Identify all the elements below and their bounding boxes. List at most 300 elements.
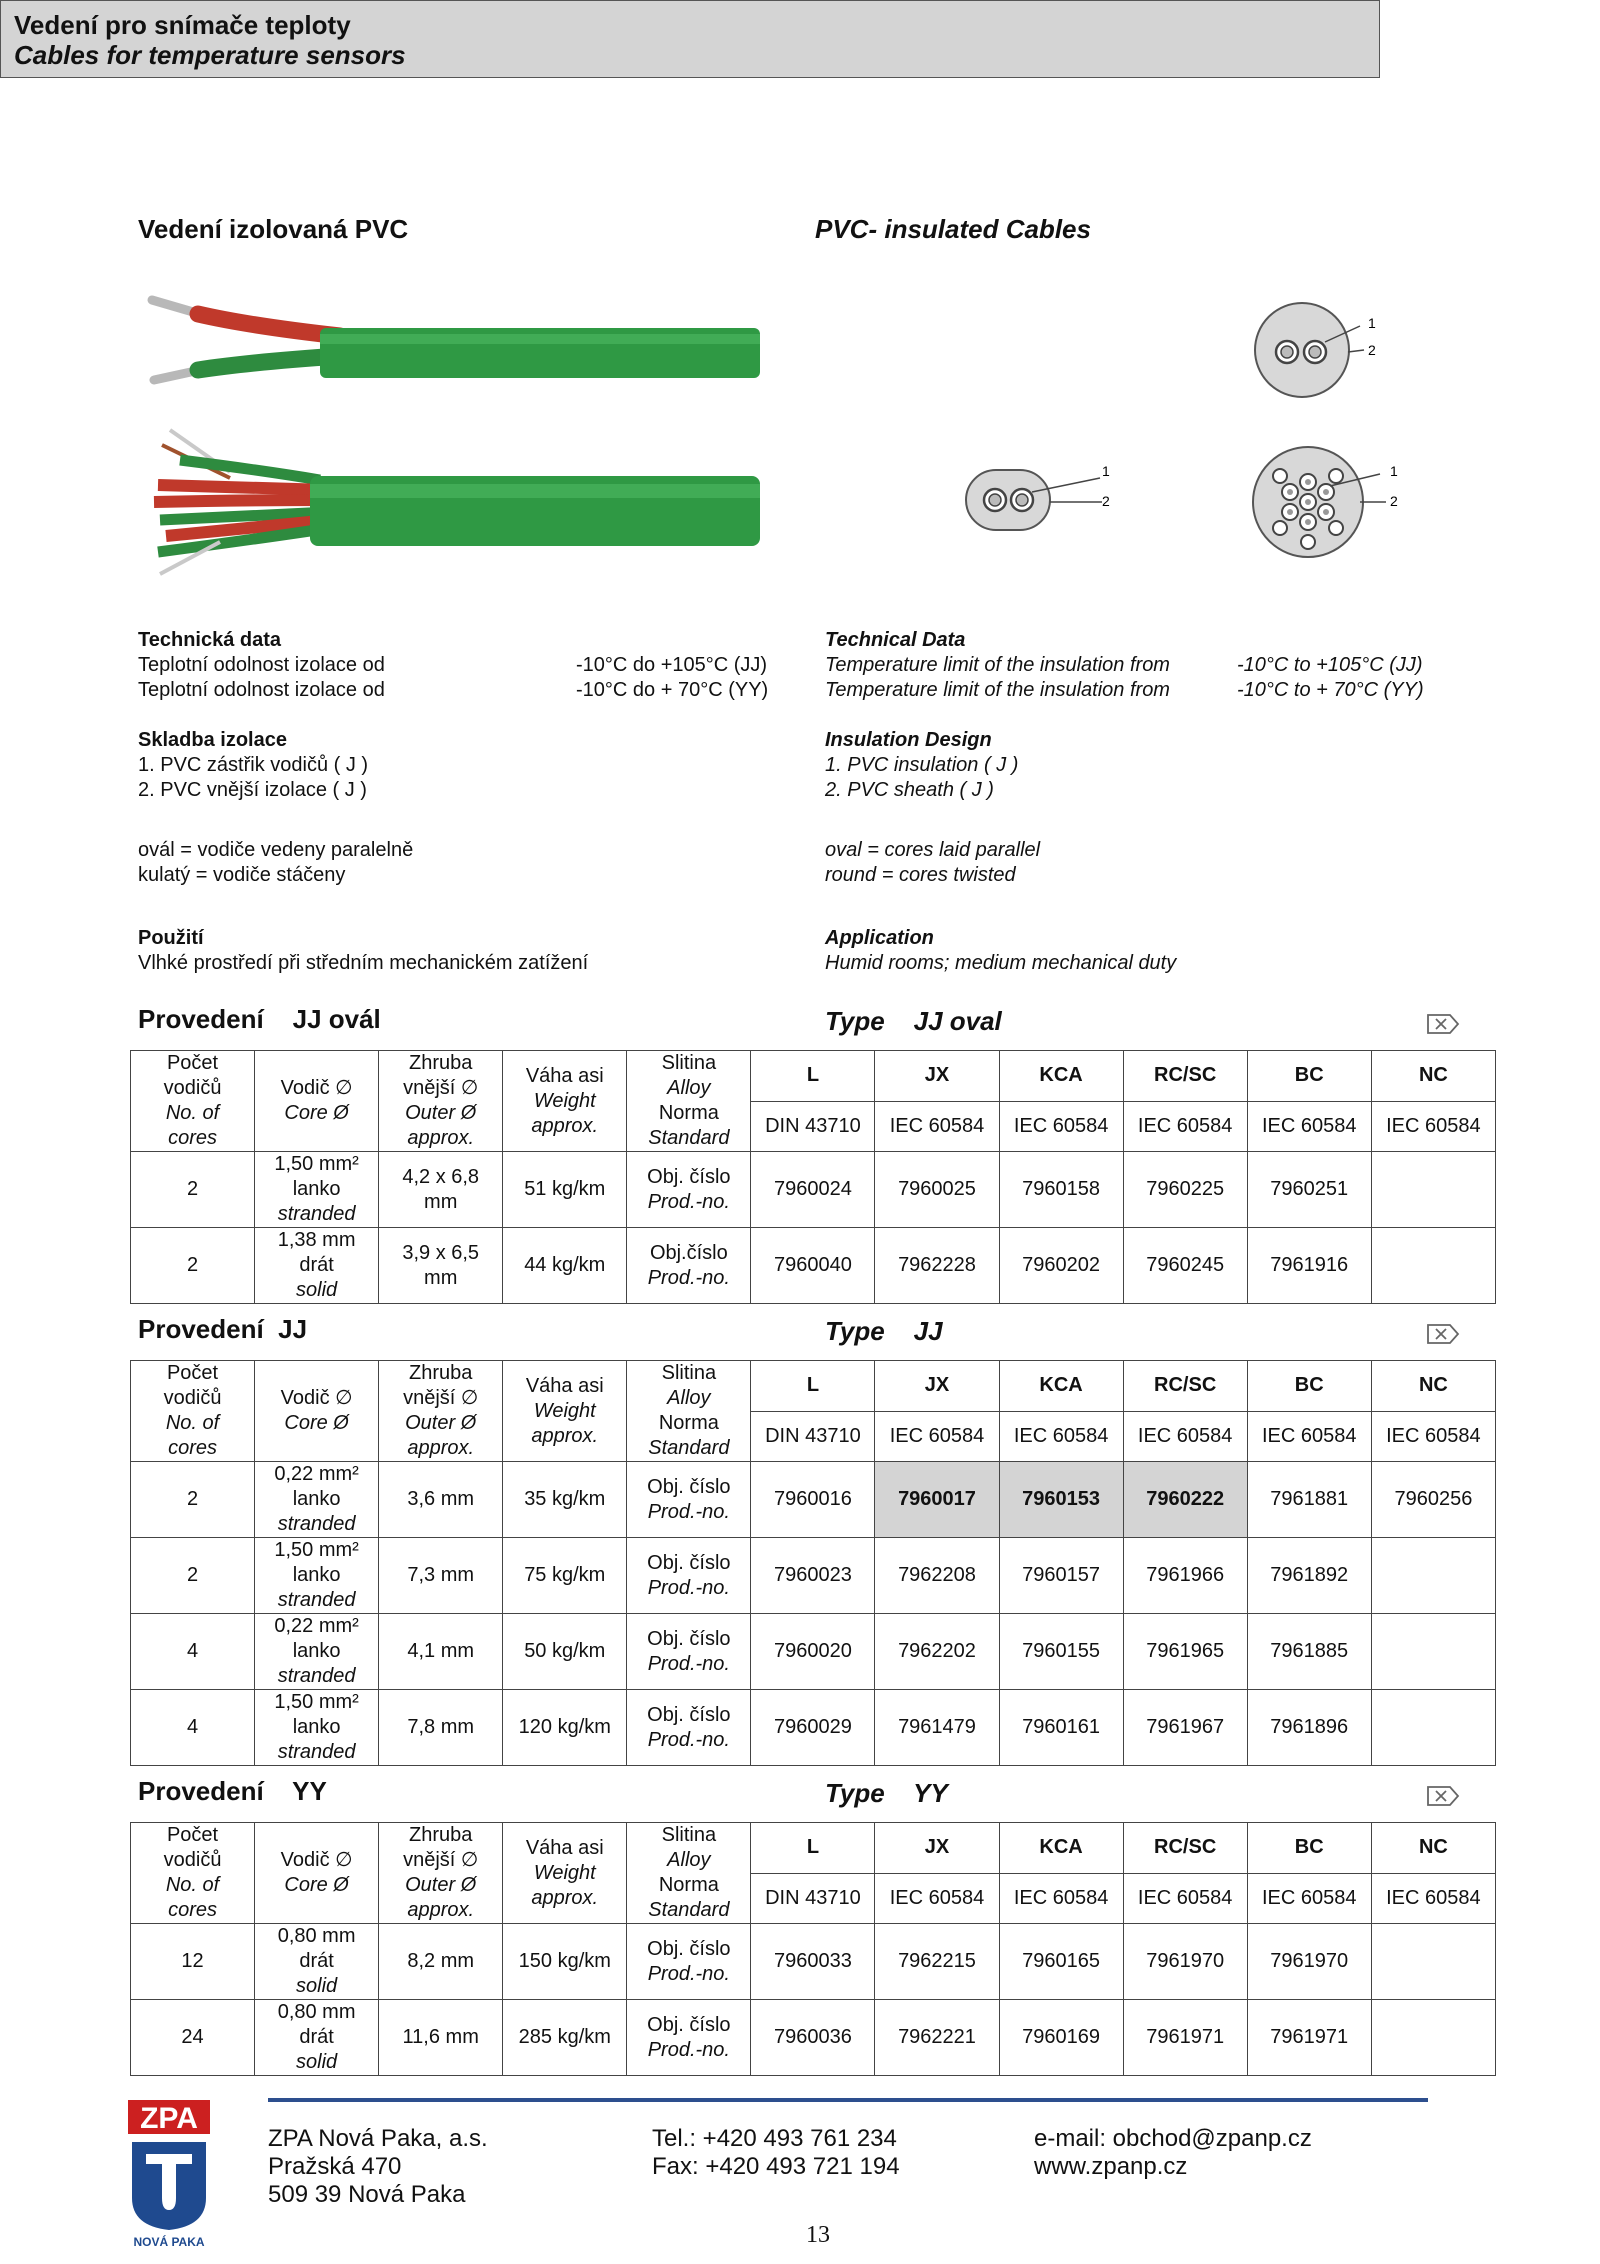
- cell-line: vnější ∅: [403, 1387, 479, 1409]
- cell-line: 7,8 mm: [407, 1716, 475, 1738]
- cell-label: [627, 1614, 751, 1690]
- cell-product-code: 7960016: [751, 1462, 875, 1538]
- cell-product-code: 7962228: [875, 1228, 999, 1304]
- cell-product-code: 7961965: [1123, 1614, 1247, 1690]
- footer-company: ZPA Nová Paka, a.s.: [268, 2125, 488, 2152]
- cell-line: Alloy: [667, 1077, 711, 1099]
- insulation-oval-cz: ovál = vodiče vedeny paralelně: [138, 839, 414, 861]
- cell-product-code: [1371, 1228, 1495, 1304]
- header-norm: IEC 60584: [1371, 1873, 1495, 1924]
- cable-photo: [140, 280, 780, 600]
- header-weight: [503, 1361, 627, 1462]
- cell-line: No. of: [165, 1412, 220, 1434]
- cell-line: vnější ∅: [403, 1849, 479, 1871]
- cell-line: 0,80 mm: [277, 2001, 356, 2023]
- tech-heading-en: Technical Data: [825, 629, 966, 651]
- cell-product-code: 7961916: [1247, 1228, 1371, 1304]
- cell-core: [255, 1924, 379, 2000]
- insulation-item2-en: 2. PVC sheath ( J ): [825, 779, 994, 801]
- cell-line: approx.: [531, 1886, 599, 1909]
- tech-data-en: [825, 628, 1525, 703]
- application-heading-en: Application: [825, 927, 934, 949]
- cell-line: Alloy: [667, 1849, 711, 1871]
- footer-city: 509 39 Nová Paka: [268, 2181, 466, 2208]
- cell-line: Prod.-no.: [647, 1576, 730, 1599]
- application-text-en: Humid rooms; medium mechanical duty: [825, 952, 1177, 974]
- cell-line: Obj. číslo: [647, 2013, 731, 2036]
- cross-section-oval-2core: [966, 470, 1102, 530]
- cell-line: solid: [296, 1279, 338, 1301]
- tech-heading-cz: Technická data: [138, 629, 282, 651]
- cell-line: Obj. číslo: [647, 1475, 731, 1498]
- header-norm: DIN 43710: [751, 1873, 875, 1924]
- cell-line: Norma: [658, 1412, 719, 1434]
- cell-label: [627, 1538, 751, 1614]
- cell-line: vnější ∅: [403, 1077, 479, 1099]
- cell-outer: [379, 2000, 503, 2076]
- cell-count: 2: [131, 1152, 255, 1228]
- cell-label: [627, 2000, 751, 2076]
- header-code: RC/SC: [1123, 1823, 1247, 1874]
- cell-line: Prod.-no.: [647, 1500, 730, 1523]
- cell-line: 0,80 mm: [277, 1925, 356, 1947]
- label-2-c: 2: [1390, 493, 1398, 509]
- cell-line: cores: [168, 1127, 217, 1149]
- cell-product-code: 7960256: [1371, 1462, 1495, 1538]
- cell-product-code: 7961885: [1247, 1614, 1371, 1690]
- header-outer: [379, 1361, 503, 1462]
- table-row: [131, 2000, 1496, 2076]
- section-title-en: PVC- insulated Cables: [815, 214, 1091, 244]
- cell-count: 2: [131, 1228, 255, 1304]
- header-norm: IEC 60584: [875, 1411, 999, 1462]
- cell-product-code: 7960023: [751, 1538, 875, 1614]
- cell-product-code: 7961479: [875, 1690, 999, 1766]
- footer-phone: [652, 2125, 900, 2181]
- table-row: [131, 1152, 1496, 1228]
- cell-label: [627, 1924, 751, 2000]
- cell-line: drát: [299, 1950, 334, 1972]
- page-number: 13: [806, 2222, 830, 2248]
- cell-line: Vodič ∅: [280, 1387, 353, 1409]
- label-2-a: 2: [1368, 342, 1376, 358]
- header-norm: IEC 60584: [1123, 1873, 1247, 1924]
- header-norm: IEC 60584: [1247, 1101, 1371, 1152]
- table-row: [131, 1924, 1496, 2000]
- cell-line: Obj. číslo: [647, 1551, 731, 1574]
- cell-product-code: [1371, 1152, 1495, 1228]
- section-title-cz: Vedení izolovaná PVC: [138, 214, 409, 244]
- cell-product-code: 7960222: [1123, 1462, 1247, 1538]
- footer-fax: Fax: +420 493 721 194: [652, 2153, 900, 2180]
- cell-line: vodičů: [163, 1849, 222, 1871]
- header-count: [131, 1823, 255, 1924]
- cell-line: lanko: [292, 1178, 341, 1200]
- cell-product-code: 7961971: [1247, 2000, 1371, 2076]
- header-code: NC: [1371, 1051, 1495, 1102]
- label-1-c: 1: [1390, 463, 1398, 479]
- cable-table: [130, 1050, 1496, 1304]
- cell-label: [627, 1462, 751, 1538]
- label-1-b: 1: [1102, 463, 1110, 479]
- cell-product-code: [1371, 1614, 1495, 1690]
- insulation-en: [825, 728, 1040, 888]
- cell-product-code: 7960161: [999, 1690, 1123, 1766]
- table-title-cz: Provedení YY: [138, 1776, 327, 1806]
- header-box: [0, 0, 1380, 78]
- cell-product-code: [1371, 1924, 1495, 2000]
- header-code: L: [751, 1051, 875, 1102]
- header-weight: [503, 1823, 627, 1924]
- cell-line: Zhruba: [409, 1052, 473, 1074]
- cell-line: Počet: [166, 1362, 219, 1384]
- cell-product-code: 7961881: [1247, 1462, 1371, 1538]
- cell-product-code: 7962202: [875, 1614, 999, 1690]
- cell-product-code: 7962221: [875, 2000, 999, 2076]
- cell-product-code: [1371, 1538, 1495, 1614]
- cell-line: Prod.-no.: [647, 1266, 730, 1289]
- header-norm: IEC 60584: [1247, 1411, 1371, 1462]
- cell-line: Outer Ø: [405, 1412, 477, 1434]
- cell-line: Obj. číslo: [647, 1165, 731, 1188]
- header-code: RC/SC: [1123, 1051, 1247, 1102]
- header-alloy: [627, 1361, 751, 1462]
- cell-line: Standard: [648, 1437, 730, 1459]
- cross-section-diagrams: [950, 290, 1430, 590]
- cell-line: cores: [168, 1899, 217, 1921]
- footer-street: Pražská 470: [268, 2153, 402, 2180]
- header-norm: DIN 43710: [751, 1411, 875, 1462]
- cell-core: [255, 2000, 379, 2076]
- header-code: BC: [1247, 1361, 1371, 1412]
- cell-line: lanko: [292, 1564, 341, 1586]
- tech-row2-value-en: -10°C to + 70°C (YY): [1237, 679, 1424, 701]
- cell-product-code: 7960251: [1247, 1152, 1371, 1228]
- cell-product-code: 7961970: [1123, 1924, 1247, 2000]
- cell-product-code: 7960225: [1123, 1152, 1247, 1228]
- cell-line: approx.: [407, 1437, 475, 1459]
- cell-line: Alloy: [667, 1387, 711, 1409]
- cell-count: 2: [131, 1462, 255, 1538]
- cell-product-code: 7960024: [751, 1152, 875, 1228]
- cell-product-code: 7960158: [999, 1152, 1123, 1228]
- header-norm: IEC 60584: [999, 1873, 1123, 1924]
- cell-core: [255, 1690, 379, 1766]
- header-code: JX: [875, 1361, 999, 1412]
- tech-row2-value-cz: -10°C do + 70°C (YY): [576, 679, 769, 701]
- cell-line: Obj. číslo: [647, 1937, 731, 1960]
- cell-product-code: 7960040: [751, 1228, 875, 1304]
- cell-core: [255, 1228, 379, 1304]
- cell-line: Norma: [658, 1102, 719, 1124]
- cell-weight: 150 kg/km: [503, 1924, 627, 2000]
- cell-line: Norma: [658, 1874, 719, 1896]
- cell-line: 8,2 mm: [407, 1950, 475, 1972]
- cell-product-code: 7961966: [1123, 1538, 1247, 1614]
- header-core: [255, 1823, 379, 1924]
- cross-section-round-2core: [1255, 303, 1364, 397]
- cell-product-code: 7960245: [1123, 1228, 1247, 1304]
- label-1-a: 1: [1368, 315, 1376, 331]
- cell-line: Prod.-no.: [647, 1190, 730, 1213]
- header-alloy: [627, 1823, 751, 1924]
- tech-row2-label-cz: Teplotní odolnost izolace od: [138, 679, 385, 701]
- cell-line: lanko: [292, 1716, 341, 1738]
- delete-tag-icon: [1426, 1012, 1460, 1036]
- cell-weight: 50 kg/km: [503, 1614, 627, 1690]
- cell-line: drát: [299, 1254, 334, 1276]
- cell-line: Vodič ∅: [280, 1849, 353, 1871]
- cell-line: Weight: [533, 1089, 596, 1112]
- cell-product-code: 7960025: [875, 1152, 999, 1228]
- header-norm: DIN 43710: [751, 1101, 875, 1152]
- cell-line: Obj.číslo: [649, 1241, 728, 1264]
- table-row: [131, 1462, 1496, 1538]
- cell-line: 11,6 mm: [402, 2026, 479, 2048]
- cell-line: vodičů: [163, 1077, 222, 1099]
- insulation-round-cz: kulatý = vodiče stáčeny: [138, 864, 346, 886]
- cell-line: stranded: [277, 1203, 356, 1225]
- cell-product-code: 7961971: [1123, 2000, 1247, 2076]
- cell-product-code: 7960153: [999, 1462, 1123, 1538]
- cell-product-code: 7960202: [999, 1228, 1123, 1304]
- table-title-en: Type JJ oval: [825, 1006, 1002, 1036]
- cell-outer: [379, 1690, 503, 1766]
- header-code: BC: [1247, 1051, 1371, 1102]
- insulation-item1-cz: 1. PVC zástřik vodičů ( J ): [138, 754, 369, 776]
- cell-line: Slitina: [661, 1824, 717, 1846]
- cell-weight: 44 kg/km: [503, 1228, 627, 1304]
- header-code: RC/SC: [1123, 1361, 1247, 1412]
- cell-product-code: 7960165: [999, 1924, 1123, 2000]
- table-row: [131, 1538, 1496, 1614]
- cell-product-code: 7960020: [751, 1614, 875, 1690]
- cable-oval-image: [152, 300, 760, 380]
- cell-line: Slitina: [661, 1362, 717, 1384]
- cell-line: 1,50 mm²: [274, 1153, 359, 1175]
- application-cz: [138, 926, 588, 976]
- header-code: JX: [875, 1051, 999, 1102]
- cell-line: Počet: [166, 1052, 219, 1074]
- header-code: KCA: [999, 1361, 1123, 1412]
- header-norm: IEC 60584: [1123, 1411, 1247, 1462]
- cell-line: No. of: [165, 1102, 220, 1124]
- cell-product-code: [1371, 2000, 1495, 2076]
- cell-product-code: 7962208: [875, 1538, 999, 1614]
- table-row: [131, 1614, 1496, 1690]
- cable-table: [130, 1822, 1496, 2076]
- cell-product-code: 7961967: [1123, 1690, 1247, 1766]
- label-2-b: 2: [1102, 493, 1110, 509]
- cell-product-code: 7960155: [999, 1614, 1123, 1690]
- cell-line: Obj. číslo: [647, 1703, 731, 1726]
- header-core: [255, 1051, 379, 1152]
- header-count: [131, 1361, 255, 1462]
- cell-line: cores: [168, 1437, 217, 1459]
- cell-outer: [379, 1152, 503, 1228]
- insulation-item2-cz: 2. PVC vnější izolace ( J ): [138, 779, 367, 801]
- header-code: L: [751, 1823, 875, 1874]
- header-norm: IEC 60584: [875, 1101, 999, 1152]
- cell-product-code: 7960157: [999, 1538, 1123, 1614]
- cell-line: Outer Ø: [405, 1874, 477, 1896]
- cell-line: No. of: [165, 1874, 220, 1896]
- cell-count: 4: [131, 1614, 255, 1690]
- cell-line: stranded: [277, 1665, 356, 1687]
- cell-line: Outer Ø: [405, 1102, 477, 1124]
- cell-line: stranded: [277, 1589, 356, 1611]
- cell-outer: [379, 1614, 503, 1690]
- cell-line: Weight: [533, 1399, 596, 1422]
- header-code: NC: [1371, 1361, 1495, 1412]
- cable-round-image: [154, 430, 760, 574]
- cell-line: mm: [424, 1190, 458, 1213]
- cell-line: mm: [424, 1266, 458, 1289]
- table-title-en: Type JJ: [825, 1316, 943, 1346]
- cell-label: [627, 1690, 751, 1766]
- insulation-heading-en: Insulation Design: [825, 729, 992, 751]
- cell-product-code: 7961970: [1247, 1924, 1371, 2000]
- cell-outer: [379, 1462, 503, 1538]
- cell-line: Slitina: [661, 1052, 717, 1074]
- footer-address: [268, 2125, 488, 2209]
- cell-line: 1,50 mm²: [274, 1539, 359, 1561]
- cell-label: [627, 1152, 751, 1228]
- cell-core: [255, 1614, 379, 1690]
- cell-weight: 75 kg/km: [503, 1538, 627, 1614]
- insulation-cz: [138, 728, 413, 888]
- cell-line: Obj. číslo: [647, 1627, 731, 1650]
- cell-line: 4,1 mm: [407, 1640, 475, 1662]
- insulation-round-en: round = cores twisted: [825, 864, 1016, 886]
- header-alloy: [627, 1051, 751, 1152]
- table-title-cz: Provedení JJ: [138, 1314, 308, 1344]
- cell-line: Weight: [533, 1861, 596, 1884]
- cell-line: Prod.-no.: [647, 1652, 730, 1675]
- logo-text-top: ZPA: [140, 2102, 198, 2135]
- cell-line: 3,6 mm: [407, 1488, 475, 1510]
- header-norm: IEC 60584: [999, 1411, 1123, 1462]
- header-norm: IEC 60584: [1247, 1873, 1371, 1924]
- header-norm: IEC 60584: [1371, 1101, 1495, 1152]
- cell-product-code: 7960017: [875, 1462, 999, 1538]
- cell-outer: [379, 1228, 503, 1304]
- cell-line: Prod.-no.: [647, 1962, 730, 1985]
- cell-line: Váha asi: [525, 1836, 604, 1859]
- cell-weight: 51 kg/km: [503, 1152, 627, 1228]
- cell-line: Počet: [166, 1824, 219, 1846]
- tech-row1-value-cz: -10°C do +105°C (JJ): [576, 654, 768, 676]
- cell-line: Standard: [648, 1127, 730, 1149]
- header-count: [131, 1051, 255, 1152]
- cell-count: 4: [131, 1690, 255, 1766]
- cell-count: 24: [131, 2000, 255, 2076]
- cell-product-code: 7961896: [1247, 1690, 1371, 1766]
- header-outer: [379, 1051, 503, 1152]
- cell-line: lanko: [292, 1640, 341, 1662]
- cell-line: solid: [296, 2051, 338, 2073]
- cell-line: Váha asi: [525, 1064, 604, 1087]
- cell-product-code: 7962215: [875, 1924, 999, 2000]
- footer-email[interactable]: e-mail: obchod@zpanp.cz: [1034, 2125, 1312, 2152]
- cell-line: Prod.-no.: [647, 2038, 730, 2061]
- delete-tag-icon: [1426, 1322, 1460, 1346]
- cell-line: approx.: [531, 1424, 599, 1447]
- cell-product-code: 7960033: [751, 1924, 875, 2000]
- footer-contact: [1034, 2125, 1312, 2181]
- tech-row1-value-en: -10°C to +105°C (JJ): [1237, 654, 1423, 676]
- cell-product-code: [1371, 1690, 1495, 1766]
- tech-row1-label-en: Temperature limit of the insulation from: [825, 654, 1170, 676]
- header-code: KCA: [999, 1823, 1123, 1874]
- zpa-logo: [126, 2098, 212, 2248]
- cross-section-round-multicore: [1253, 447, 1386, 557]
- footer-web[interactable]: www.zpanp.cz: [1034, 2153, 1188, 2180]
- cell-line: vodičů: [163, 1387, 222, 1409]
- header-title-en: Cables for temperature sensors: [14, 40, 406, 70]
- cell-label: [627, 1228, 751, 1304]
- header-title-cz: Vedení pro snímače teploty: [14, 10, 351, 40]
- table-title-cz: Provedení JJ ovál: [138, 1004, 381, 1034]
- cell-product-code: 7960036: [751, 2000, 875, 2076]
- header-norm: IEC 60584: [875, 1873, 999, 1924]
- cell-line: Zhruba: [409, 1362, 473, 1384]
- tech-row1-label-cz: Teplotní odolnost izolace od: [138, 654, 385, 676]
- cell-line: Vodič ∅: [280, 1077, 353, 1099]
- cell-line: lanko: [292, 1488, 341, 1510]
- header-code: NC: [1371, 1823, 1495, 1874]
- cell-product-code: 7961892: [1247, 1538, 1371, 1614]
- header-code: KCA: [999, 1051, 1123, 1102]
- cell-outer: [379, 1538, 503, 1614]
- header-code: JX: [875, 1823, 999, 1874]
- table-title-en: Type YY: [825, 1778, 948, 1808]
- cell-line: 1,50 mm²: [274, 1691, 359, 1713]
- application-en: [825, 926, 1176, 976]
- cell-product-code: 7960029: [751, 1690, 875, 1766]
- cell-weight: 285 kg/km: [503, 2000, 627, 2076]
- cell-line: 3,9 x 6,5: [402, 1241, 480, 1264]
- cell-line: 0,22 mm²: [274, 1615, 359, 1637]
- cell-core: [255, 1462, 379, 1538]
- cell-line: 1,38 mm: [277, 1229, 356, 1251]
- footer-divider: [268, 2098, 1428, 2102]
- cell-line: Core Ø: [284, 1874, 349, 1896]
- cell-line: Core Ø: [284, 1412, 349, 1434]
- logo-text-bottom: NOVÁ PAKA: [133, 2235, 205, 2248]
- cell-core: [255, 1152, 379, 1228]
- cell-line: 0,22 mm²: [274, 1463, 359, 1485]
- cell-line: 7,3 mm: [407, 1564, 475, 1586]
- cell-line: approx.: [407, 1127, 475, 1149]
- application-text-cz: Vlhké prostředí při středním mechanickém zatížení: [138, 952, 589, 974]
- cell-line: stranded: [277, 1741, 356, 1763]
- header-code: BC: [1247, 1823, 1371, 1874]
- cell-outer: [379, 1924, 503, 2000]
- cell-line: Core Ø: [284, 1102, 349, 1124]
- cell-line: Zhruba: [409, 1824, 473, 1846]
- insulation-oval-en: oval = cores laid parallel: [825, 839, 1041, 861]
- cell-line: Standard: [648, 1899, 730, 1921]
- cell-line: approx.: [531, 1114, 599, 1137]
- cell-core: [255, 1538, 379, 1614]
- cell-line: 4,2 x 6,8: [402, 1165, 480, 1188]
- table-row: [131, 1228, 1496, 1304]
- cell-line: Prod.-no.: [647, 1728, 730, 1751]
- cell-product-code: 7960169: [999, 2000, 1123, 2076]
- header-weight: [503, 1051, 627, 1152]
- cell-line: Váha asi: [525, 1374, 604, 1397]
